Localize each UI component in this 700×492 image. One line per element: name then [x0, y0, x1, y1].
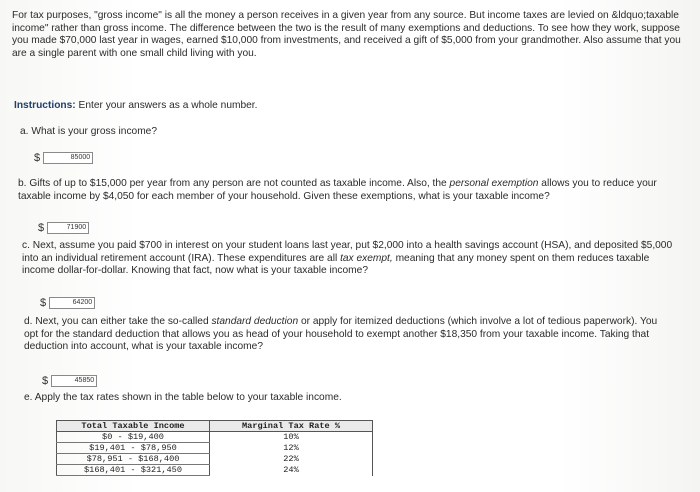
table-cell-rate: 24%: [210, 465, 373, 476]
answer-b: [38, 222, 89, 234]
table-cell-rate: 10%: [210, 432, 373, 443]
answer-c-input[interactable]: 64200: [49, 297, 95, 309]
dollar-sign: $: [34, 152, 41, 164]
dollar-sign: $: [40, 297, 47, 309]
table-row: [57, 443, 373, 454]
tax-table-header-row: [57, 421, 373, 432]
dollar-sign: $: [38, 222, 45, 234]
answer-a: [34, 152, 93, 164]
question-c-text-2: meaning that any money spent on them reduces taxable income dollar-for-dollar. Knowing that fact, now what is your taxable income?: [22, 252, 650, 277]
instructions: [14, 100, 257, 113]
question-a: a. What is your gross income?: [20, 126, 158, 137]
question-c-text-1: c. Next, assume you paid $700 in interest on your student loans last year, put $2,000 into a health savings account (HSA), and deposited $5,000 into an individual retirement account (IRA). These expenditures are all: [22, 240, 673, 264]
question-c-emphasis: tax exempt,: [340, 252, 393, 264]
intro-paragraph: For tax purposes, "gross income" is all the money a person receives in a given year from any source. But income taxes are levied on &ldquo;taxable income" rather than gross income. The difference between the two is the result of many exemptions and deductions. To see how they work, suppose you made $70,000 last year in wages, earned $10,000 from investments, and received a gift of $5,000 from your grandmother. Also assume that you are a single parent with one small child living with you.: [12, 10, 681, 59]
answer-d: [42, 375, 97, 387]
table-cell-income: $0 - $19,400: [57, 432, 210, 443]
dollar-sign: $: [42, 375, 49, 387]
answer-c: [40, 297, 95, 309]
table-cell-income: $168,401 - $321,450: [57, 465, 210, 476]
tax-table-header-rate: Marginal Tax Rate %: [210, 421, 373, 432]
question-d: [24, 316, 664, 354]
answer-b-input[interactable]: 71900: [47, 222, 89, 234]
table-cell-rate: 22%: [210, 454, 373, 465]
instructions-label: Instructions:: [14, 100, 76, 111]
question-b-emphasis: personal exemption: [449, 178, 539, 189]
question-e: e. Apply the tax rates shown in the table below to your taxable income.: [24, 392, 342, 403]
table-row: [57, 454, 373, 465]
question-b: [18, 178, 678, 203]
question-c: [22, 240, 684, 278]
question-d-emphasis: standard deduction: [211, 316, 299, 327]
question-b-text-2: allows you to reduce your taxable income by $4,050 for each member of your household. Given these exemptions, what is your taxable income?: [18, 178, 657, 202]
question-b-text-1: b. Gifts of up to $15,000 per year from any person are not counted as taxable income. Also, the: [18, 178, 450, 189]
question-d-text-2: or apply for itemized deductions (which involve a lot of tedious paperwork). You opt for the standard deduction that allows you as head of your household to exempt another $18,350 from your taxable income. Taking that deduction into account, what is your taxable income?: [24, 316, 658, 353]
answer-a-input[interactable]: 85000: [43, 152, 93, 164]
table-cell-income: $78,951 - $168,400: [57, 454, 210, 465]
table-row: [57, 432, 373, 443]
table-cell-income: $19,401 - $78,950: [57, 443, 210, 454]
answer-d-input[interactable]: 45850: [51, 375, 97, 387]
table-cell-rate: 12%: [210, 443, 373, 454]
instructions-text: Enter your answers as a whole number.: [75, 100, 258, 111]
tax-rate-table: [56, 420, 373, 476]
table-row: [57, 465, 373, 476]
tax-table-header-income: Total Taxable Income: [57, 421, 210, 432]
question-d-text-1: d. Next, you can either take the so-called: [24, 316, 212, 327]
